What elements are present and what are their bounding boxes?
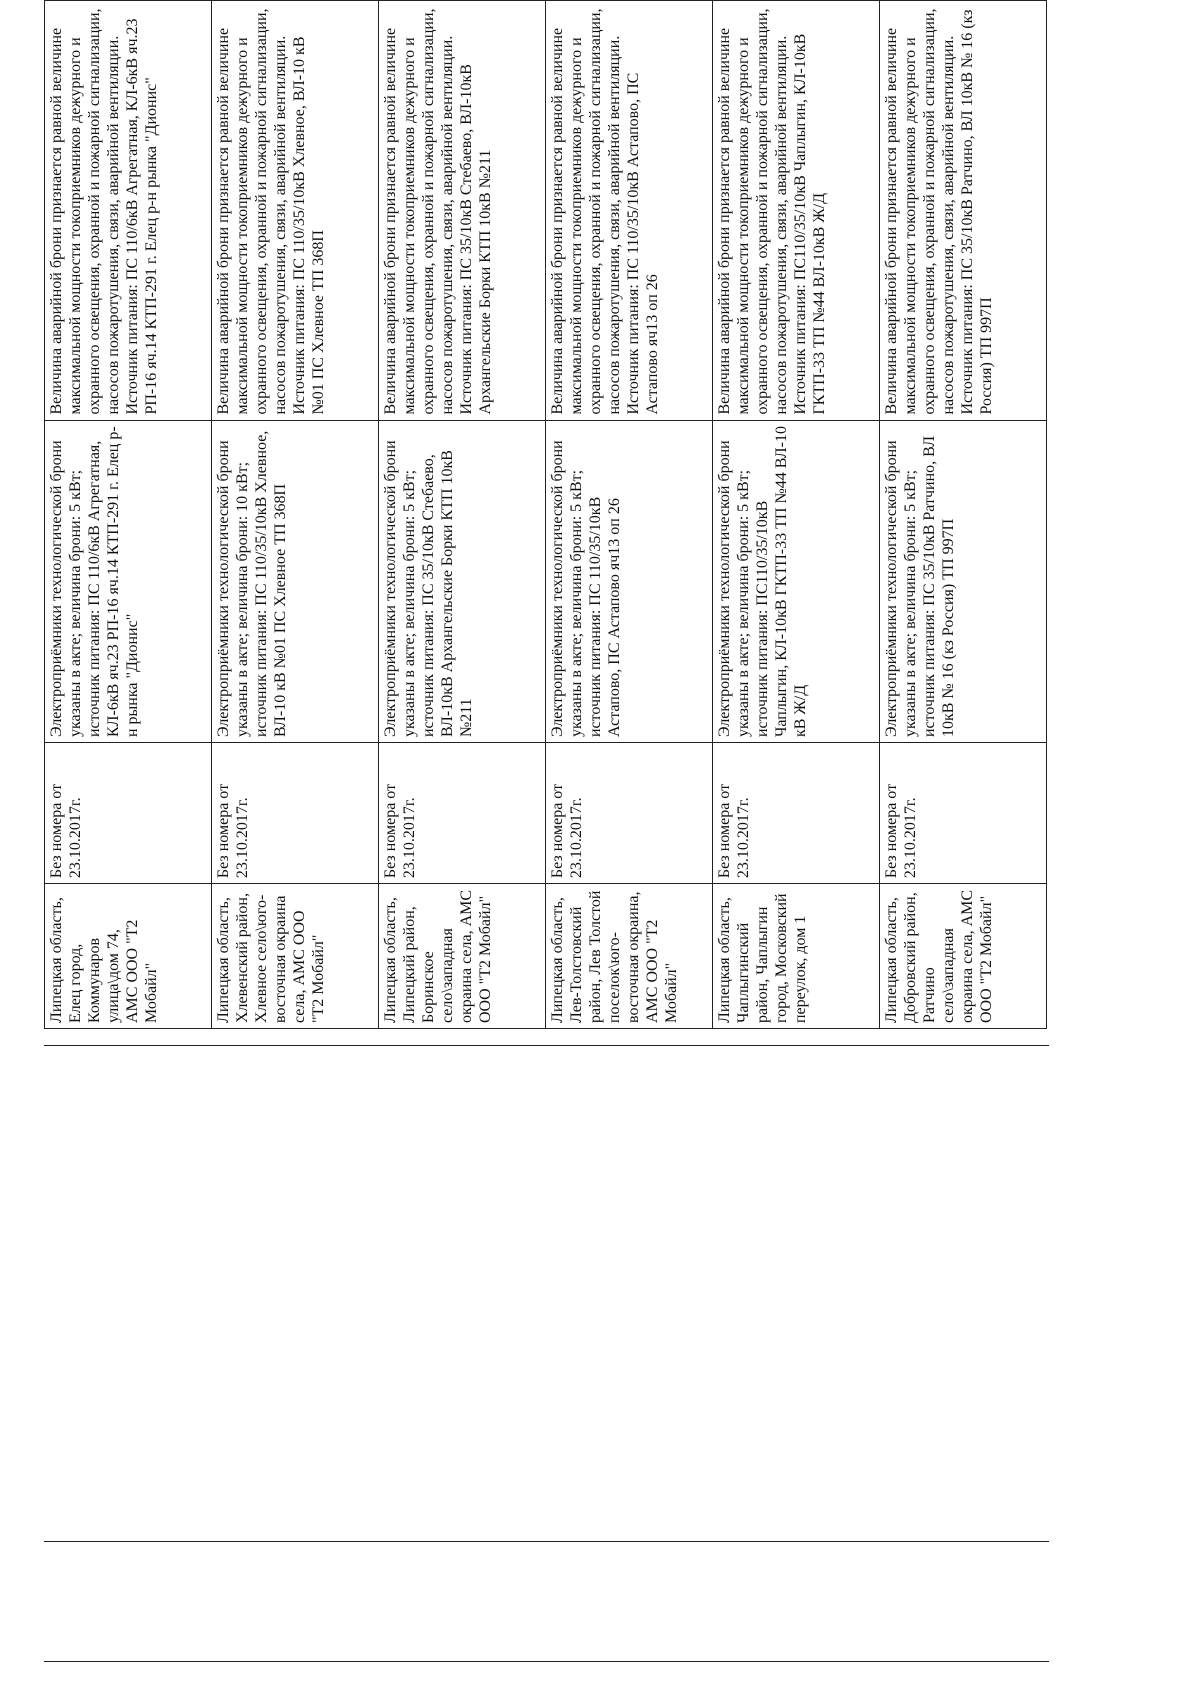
cell-document: Без номера от 23.10.2017г. bbox=[546, 743, 713, 884]
table-row bbox=[713, 1, 880, 1029]
cell-emergency-reserve: Величина аварийной брони признается равной величине максимальной мощности токоприемников дежурного и охранного освещения, охранной и пожарной сигнализации, насосов пожаротушения, связи, аварийной вентиляции. Источник питания: ПС110/35/10кВ Чаплыгин, КЛ-10кВ ГКТП-33 ТП №44 ВЛ-10кВ Ж/Д bbox=[713, 1, 880, 421]
table-row bbox=[45, 1, 212, 1029]
table-row bbox=[212, 1, 379, 1029]
empty-column-rule bbox=[44, 1045, 1049, 1046]
cell-address: Липецкая область, Лев-Толстовский район, Лев Толстой поселок\юго-восточная окраина, АМС ООО "Т2 Мобайл" bbox=[546, 884, 713, 1029]
cell-document: Без номера от 23.10.2017г. bbox=[713, 743, 880, 884]
reserve-table-wrapper bbox=[44, 0, 1047, 1029]
empty-column-rule bbox=[44, 1661, 1049, 1662]
cell-document: Без номера от 23.10.2017г. bbox=[45, 743, 212, 884]
table-row bbox=[546, 1, 713, 1029]
table-row bbox=[379, 1, 546, 1029]
reserve-table bbox=[44, 0, 1047, 1029]
cell-tech-reserve: Электроприёмники технологической брони указаны в акте; величина брони: 5 кВт; источник питания: ПС 35/10кВ Стебаево, ВЛ-10кВ Архангельские Борки КТП 10кВ №211 bbox=[379, 420, 546, 743]
cell-address: Липецкая область, Хлевенский район, Хлевное село\юго-восточная окраина села, АМС ООО "Т2 Мобайл" bbox=[212, 884, 379, 1029]
cell-address: Липецкая область, Елец город, Коммунаров улица\дом 74, АМС ООО "Т2 Мобайл" bbox=[45, 884, 212, 1029]
cell-address: Липецкая область, Чаплыгинский район, Чаплыгин город, Московский переулок, дом 1 bbox=[713, 884, 880, 1029]
cell-document: Без номера от 23.10.2017г. bbox=[379, 743, 546, 884]
cell-tech-reserve: Электроприёмники технологической брони указаны в акте; величина брони: 5 кВт; источник питания: ПС 35/10кВ Ратчино, ВЛ 10кВ № 16 (кз Россия) ТП 997П bbox=[880, 420, 1047, 743]
cell-document: Без номера от 23.10.2017г. bbox=[880, 743, 1047, 884]
cell-emergency-reserve: Величина аварийной брони признается равной величине максимальной мощности токоприемников дежурного и охранного освещения, охранной и пожарной сигнализации, насосов пожаротушения, связи, аварийной вентиляции. Источник питания: ПС 110/35/10кВ Хлевное, ВЛ-10 кВ №01 ПС Хлевное ТП 368П bbox=[212, 1, 379, 421]
cell-emergency-reserve: Величина аварийной брони признается равной величине максимальной мощности токоприемников дежурного и охранного освещения, охранной и пожарной сигнализации, насосов пожаротушения, связи, аварийной вентиляции. Источник питания: ПС 35/10кВ Стебаево, ВЛ-10кВ Архангельские Борки КТП 10кВ №211 bbox=[379, 1, 546, 421]
cell-tech-reserve: Электроприёмники технологической брони указаны в акте; величина брони: 5 кВт; источник питания: ПС 110/35/10кВ Астапово, ПС Астапово яч13 оп 26 bbox=[546, 420, 713, 743]
cell-address: Липецкая область, Липецкий район, Боринское село\западная окраина села, АМС ООО "Т2 Мобайл" bbox=[379, 884, 546, 1029]
cell-tech-reserve: Электроприёмники технологической брони указаны в акте; величина брони: 5 кВт; источник питания: ПС110/35/10кВ Чаплыгин, КЛ-10кВ ГКТП-33 ТП №44 ВЛ-10 кВ Ж/Д bbox=[713, 420, 880, 743]
cell-emergency-reserve: Величина аварийной брони признается равной величине максимальной мощности токоприемников дежурного и охранного освещения, охранной и пожарной сигнализации, насосов пожаротушения, связи, аварийной вентиляции. Источник питания: ПС 35/10кВ Ратчино, ВЛ 10кВ № 16 (кз Россия) ТП 997П bbox=[880, 1, 1047, 421]
cell-document: Без номера от 23.10.2017г. bbox=[212, 743, 379, 884]
empty-column-rule bbox=[44, 1541, 1049, 1542]
cell-tech-reserve: Электроприёмники технологической брони указаны в акте; величина брони: 10 кВт; источник питания: ПС 110/35/10кВ Хлевное, ВЛ-10 кВ №01 ПС Хлевное ТП 368П bbox=[212, 420, 379, 743]
cell-tech-reserve: Электроприёмники технологической брони указаны в акте; величина брони: 5 кВт; источник питания: ПС 110/6кВ Агрегатная, КЛ-6кВ яч.23 РП-16 яч.14 КТП-291 г. Елец р-н рынка "Дионис" bbox=[45, 420, 212, 743]
cell-emergency-reserve: Величина аварийной брони признается равной величине максимальной мощности токоприемников дежурного и охранного освещения, охранной и пожарной сигнализации, насосов пожаротушения, связи, аварийной вентиляции. Источник питания: ПС 110/6кВ Агрегатная, КЛ-6кВ яч.23 РП-16 яч.14 КТП-291 г. Елец р-н рынка "Дионис" bbox=[45, 1, 212, 421]
table-row bbox=[880, 1, 1047, 1029]
cell-address: Липецкая область, Добровский район, Ратчино село\западная окраина села, АМС ООО "Т2 Мобайл" bbox=[880, 884, 1047, 1029]
cell-emergency-reserve: Величина аварийной брони признается равной величине максимальной мощности токоприемников дежурного и охранного освещения, охранной и пожарной сигнализации, насосов пожаротушения, связи, аварийной вентиляции. Источник питания: ПС 110/35/10кВ Астапово, ПС Астапово яч13 оп 26 bbox=[546, 1, 713, 421]
